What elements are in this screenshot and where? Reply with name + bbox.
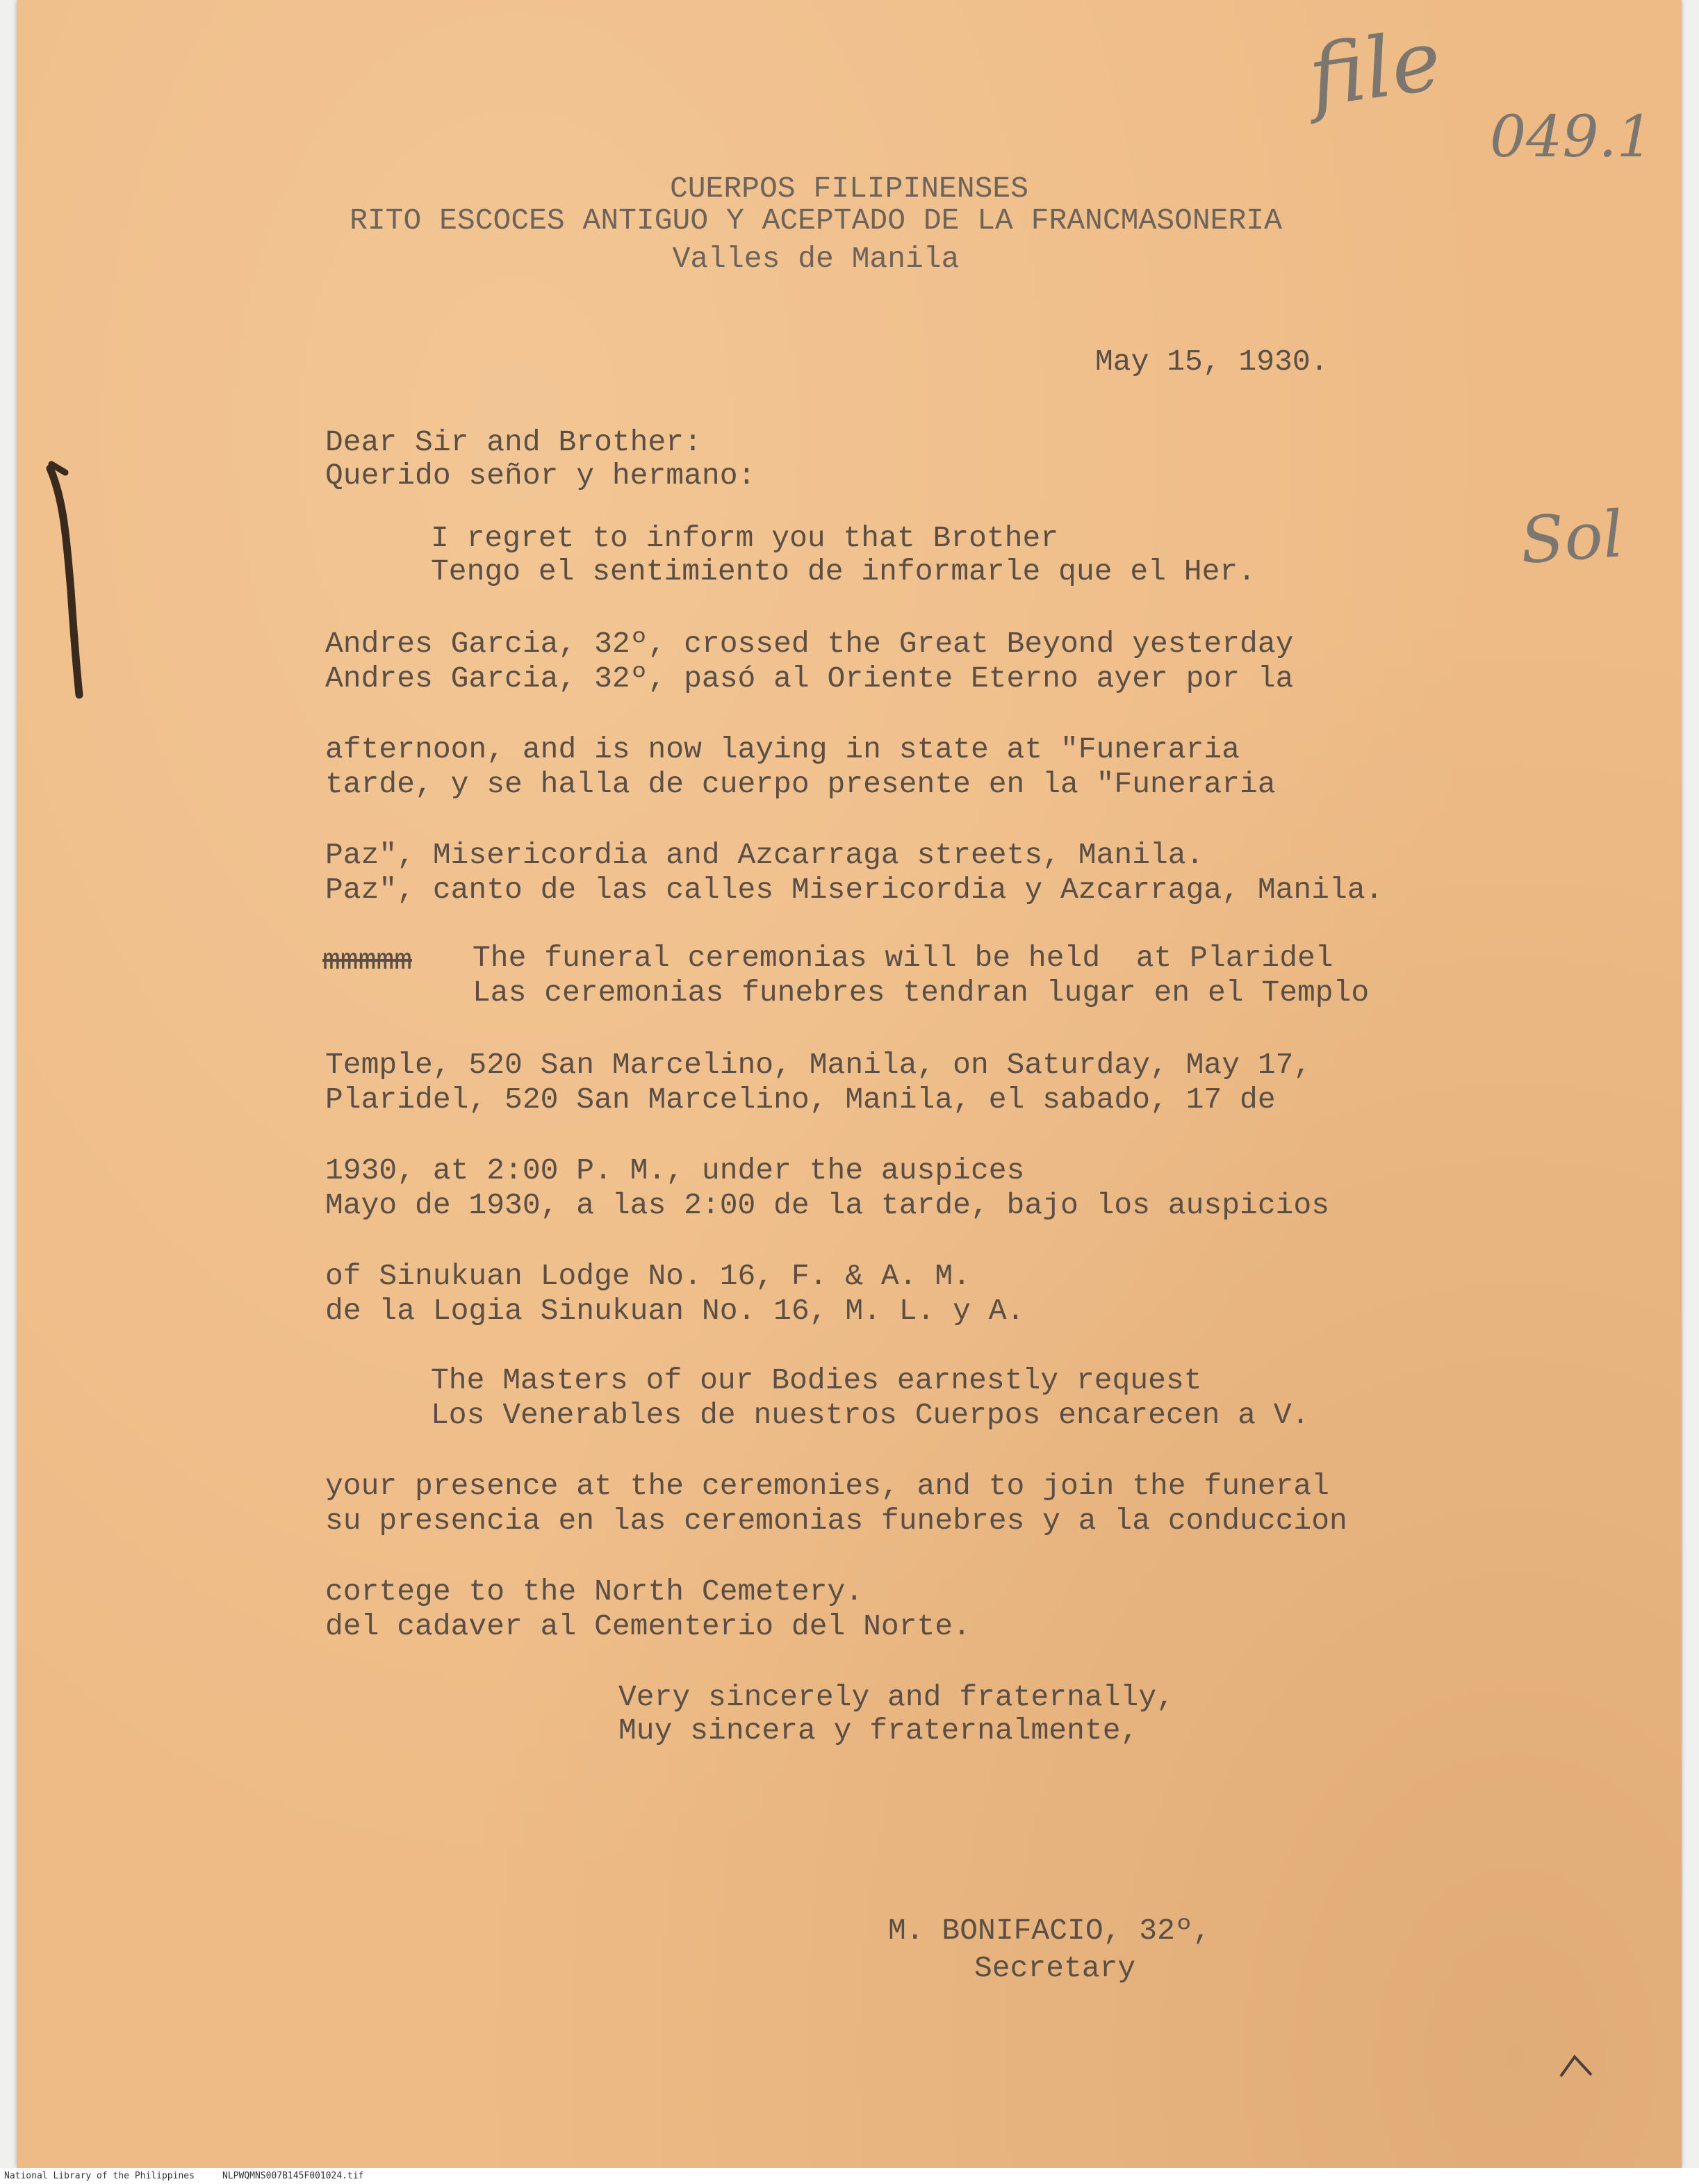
body-line-es: Plaridel, 520 San Marcelino, Manila, el sabado, 17 de <box>325 1083 1276 1117</box>
body-line-es: Los Venerables de nuestros Cuerpos encarecen a V. <box>431 1398 1310 1432</box>
body-line-en: Paz", Misericordia and Azcarraga streets, Manila. <box>325 838 1204 872</box>
body-line-en: 1930, at 2:00 P. M., under the auspices <box>325 1153 1025 1188</box>
struck-out-text: mmmmm <box>322 944 413 978</box>
body-line-en: The Masters of our Bodies earnestly request <box>431 1363 1202 1397</box>
body-line-es: Mayo de 1930, a las 2:00 de la tarde, bajo los auspicios <box>325 1188 1330 1222</box>
body-line-es: Las ceremonias funebres tendran lugar en el Templo <box>473 976 1370 1010</box>
body-line-es: de la Logia Sinukuan No. 16, M. L. y A. <box>325 1294 1025 1328</box>
signatory-name: M. BONIFACIO, 32º, <box>888 1914 1211 1948</box>
footer-filename: NLPWQMNS007B145F001024.tif <box>222 2171 364 2181</box>
body-line-en: of Sinukuan Lodge No. 16, F. & A. M. <box>325 1259 971 1293</box>
letter-date: May 15, 1930. <box>1095 345 1329 379</box>
body-line-en: afternoon, and is now laying in state at "Funeraria <box>325 732 1240 766</box>
handwritten-initials: Sol <box>1518 496 1626 579</box>
closing-en: Very sincerely and fraternally, <box>618 1680 1174 1714</box>
letterhead-valley: Valles de Manila <box>672 242 960 276</box>
body-line-en: Temple, 520 San Marcelino, Manila, on Saturday, May 17, <box>325 1048 1312 1082</box>
body-line-en: I regret to inform you that Brother <box>431 521 1059 555</box>
body-line-es: Andres Garcia, 32º, pasó al Oriente Eterno ayer por la <box>325 662 1294 696</box>
body-line-en: cortege to the North Cemetery. <box>325 1575 864 1609</box>
handwritten-reference-number: 049.1 <box>1490 104 1653 170</box>
pencil-tick-mark <box>1557 2048 1598 2083</box>
body-line-en: The funeral ceremonias will be held at Plaridel <box>473 941 1333 975</box>
body-line-es: Paz", canto de las calles Misericordia y Azcarraga, Manila. <box>325 873 1384 907</box>
body-line-es: tarde, y se halla de cuerpo presente en la "Funeraria <box>325 767 1276 801</box>
body-line-es: su presencia en las ceremonias funebres y a la conduccion <box>325 1504 1347 1538</box>
salutation-en: Dear Sir and Brother: <box>325 425 702 459</box>
salutation-es: Querido señor y hermano: <box>325 459 756 493</box>
body-line-en: your presence at the ceremonies, and to join the funeral <box>325 1469 1330 1503</box>
footer-library: National Library of the Philippines <box>4 2171 195 2181</box>
signatory-title: Secretary <box>974 1951 1136 1985</box>
body-line-en: Andres Garcia, 32º, crossed the Great Beyond yesterday <box>325 627 1294 661</box>
letterhead-organization: CUERPOS FILIPINENSES <box>669 172 1029 206</box>
body-line-es: Tengo el sentimiento de informarle que el Her. <box>431 555 1256 589</box>
handwritten-file-note: file <box>1303 12 1447 126</box>
letter-sheet <box>17 0 1682 2168</box>
body-line-es: del cadaver al Cementerio del Norte. <box>325 1609 971 1643</box>
binding-stain-mark <box>31 459 100 723</box>
scan-footer <box>0 2168 1699 2184</box>
letterhead-rite: RITO ESCOCES ANTIGUO Y ACEPTADO DE LA FRANCMASONERIA <box>350 204 1282 238</box>
closing-es: Muy sincera y fraternalmente, <box>618 1714 1139 1748</box>
